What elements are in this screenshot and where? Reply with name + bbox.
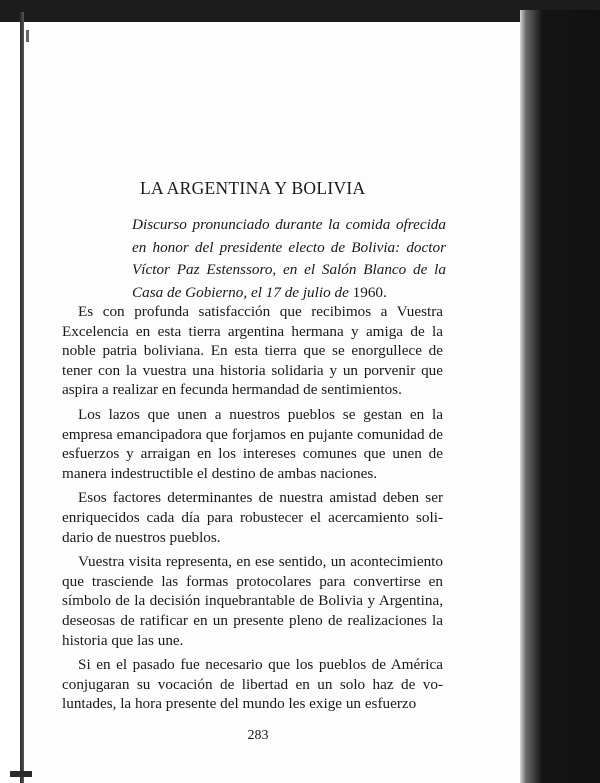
page-title: LA ARGENTINA Y BOLIVIA bbox=[140, 178, 366, 198]
scan-left-edge bbox=[20, 12, 24, 783]
subtitle-text: Discurso pronunciado durante la comida ofrecida en honor del presidente electo de Bolivia: doctor Víctor Paz Estenssoro, en el Salón Blanco de la Casa de Gobierno, el 17 de julio de bbox=[132, 216, 446, 301]
paragraph-4: Vuestra visita representa, en ese sentido, un acontecimiento que trasciende las formas protocolares para convertirse en símbolo de la decisión inquebrantable de Bolivia y Argentina, deseosas de ratificar en un presente pleno de realizaciones la historia que las une. bbox=[62, 553, 443, 649]
subtitle-year: 1960. bbox=[352, 283, 387, 301]
paragraph-2: Los lazos que unen a nuestros pueblos se gestan en la empresa emancipadora que forjamos en pujante comunidad de esfuerzos y arraigan en los intereses comunes que unen de manera indestructible el destino de ambas naciones. bbox=[62, 405, 443, 482]
speech-body bbox=[62, 302, 443, 719]
scan-left-foot bbox=[10, 771, 32, 777]
scan-top-border bbox=[0, 0, 600, 22]
paragraph-5: Si en el pasado fue necesario que los pueblos de América conjugaran su vocación de libertad en un solo haz de voluntades, la hora presente del mundo les exige un esfuerzo bbox=[62, 656, 443, 713]
scan-right-border bbox=[520, 10, 600, 783]
scan-left-mark bbox=[26, 30, 29, 42]
paragraph-1: Es con profunda satisfacción que recibimos a Vuestra Excelencia en esta tierra argentina hermana y amiga de la noble patria boliviana. En esta tierra que se enorgullece de tener con la vuestra una historia solidaria y un porvenir que aspira a realizar en fecunda hermandad de sentimientos. bbox=[62, 303, 443, 399]
speech-subtitle bbox=[132, 214, 446, 304]
paragraph-3: Esos factores determinantes de nuestra amistad deben ser enriquecidos cada día para robustecer el acercamiento solidario de nuestros pueblos. bbox=[62, 489, 443, 546]
page-number: 283 bbox=[247, 728, 269, 743]
